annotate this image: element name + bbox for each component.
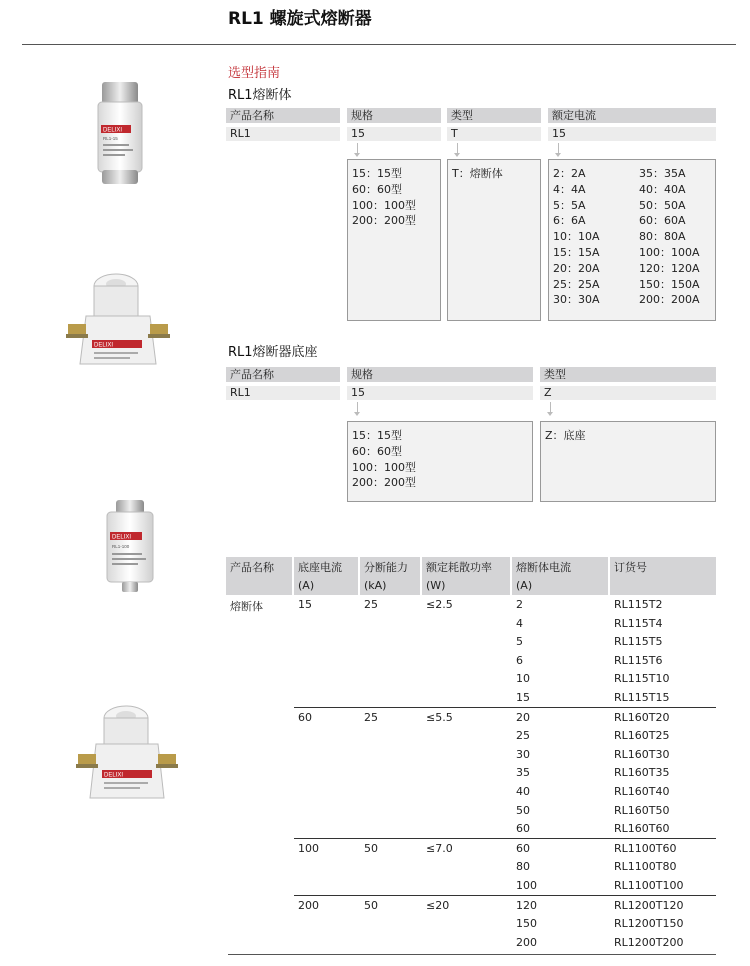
fuse-link-image-1	[95, 80, 145, 188]
cell-fuse-current: 60	[516, 822, 530, 836]
cell-order-number: RL160T20	[614, 710, 670, 724]
th-line: 额定耗散功率	[426, 561, 492, 574]
cell-power-dissipation: ≤7.0	[426, 841, 453, 855]
brand-label: DELIXI	[103, 127, 123, 134]
cell-fuse-current: 150	[516, 917, 537, 931]
cell-order-number: RL1100T60	[614, 841, 677, 855]
current-option: 60：60A	[639, 214, 686, 228]
connector-arrow	[354, 412, 360, 416]
base-type-options-box	[540, 421, 716, 502]
group-divider	[294, 707, 716, 708]
cell-fuse-current: 35	[516, 766, 530, 780]
current-option: 4：4A	[553, 182, 586, 196]
cell-order-number: RL1200T200	[614, 935, 684, 949]
current-option: 80：80A	[639, 230, 686, 244]
current-option: 10：10A	[553, 230, 600, 244]
spec-options-box	[347, 159, 441, 321]
th-line: 订货号	[614, 561, 647, 574]
spec-option: 15：15型	[352, 429, 402, 442]
cell-breaking-capacity: 50	[364, 841, 378, 855]
spec-option: 200：200型	[352, 214, 416, 228]
th-base-current	[294, 557, 358, 595]
header-spec: 规格	[347, 108, 441, 123]
current-option: 25：25A	[553, 277, 600, 291]
th-product-name	[226, 557, 292, 595]
current-option: 120：120A	[639, 261, 700, 275]
header-type: 类型	[447, 108, 541, 123]
cell-order-number: RL1200T150	[614, 917, 684, 931]
current-option: 50：50A	[639, 198, 686, 212]
cell-order-number: RL1200T120	[614, 898, 684, 912]
cell-order-number: RL115T10	[614, 672, 670, 686]
connector-line	[558, 143, 559, 153]
model-label: RL1-15	[103, 136, 118, 141]
fuse-base-image-1	[64, 272, 172, 372]
current-option: 200：200A	[639, 293, 700, 307]
connector-arrow	[354, 153, 360, 157]
th-unit: (kA)	[364, 579, 387, 592]
value-spec: 15	[347, 386, 533, 400]
cell-base-current: 60	[298, 710, 312, 724]
value-spec: 15	[347, 127, 441, 141]
value-type: T	[447, 127, 541, 141]
current-option: 30：30A	[553, 293, 600, 307]
brand-label: DELIXI	[112, 534, 132, 541]
cell-fuse-current: 4	[516, 616, 523, 630]
cell-fuse-current: 60	[516, 841, 530, 855]
connector-line	[357, 143, 358, 153]
current-option: 15：15A	[553, 245, 600, 259]
page-title: RL1 螺旋式熔断器	[228, 9, 372, 29]
current-option: 2：2A	[553, 167, 586, 180]
type-option: T：熔断体	[452, 167, 503, 180]
spec-option: 60：60型	[352, 444, 402, 458]
cell-power-dissipation: ≤2.5	[426, 598, 453, 611]
cell-breaking-capacity: 50	[364, 898, 378, 912]
th-unit: (A)	[298, 579, 315, 592]
value-product-name: RL1	[226, 386, 340, 400]
spec-option: 60：60型	[352, 182, 402, 196]
th-line: 熔断体电流	[516, 561, 571, 574]
header-rated-current: 额定电流	[548, 108, 716, 123]
current-option: 40：40A	[639, 182, 686, 196]
current-option: 6：6A	[553, 214, 586, 228]
th-power-dissipation	[422, 557, 510, 595]
selection-guide-title: 选型指南	[228, 66, 281, 81]
value-rated-current: 15	[548, 127, 716, 141]
cell-fuse-current: 6	[516, 653, 523, 667]
model-label: RL1-100	[112, 544, 130, 549]
title-divider	[22, 44, 736, 45]
group-divider	[294, 895, 716, 896]
cell-base-current: 200	[298, 898, 319, 912]
section-fuse-link-title: RL1熔断体	[228, 88, 292, 103]
value-type: Z	[540, 386, 716, 400]
cell-fuse-current: 15	[516, 691, 530, 704]
connector-line	[357, 402, 358, 412]
cell-order-number: RL115T5	[614, 635, 663, 649]
cell-order-number: RL1100T80	[614, 860, 677, 874]
connector-arrow	[454, 153, 460, 157]
cell-breaking-capacity: 25	[364, 598, 378, 611]
cell-order-number: RL115T15	[614, 691, 670, 704]
base-spec-options-box	[347, 421, 533, 502]
current-options-box	[548, 159, 716, 321]
type-option: Z：底座	[545, 429, 586, 442]
spec-option: 15：15型	[352, 167, 402, 180]
connector-line	[550, 402, 551, 412]
fuse-link-image-2	[104, 498, 156, 598]
th-line: 分断能力	[364, 561, 408, 574]
current-option: 150：150A	[639, 277, 700, 291]
section-fuse-base-title: RL1熔断器底座	[228, 345, 318, 360]
cell-fuse-current: 5	[516, 635, 523, 649]
cell-order-number: RL160T25	[614, 729, 670, 743]
type-options-box	[447, 159, 541, 321]
cell-fuse-current: 2	[516, 598, 523, 611]
cell-fuse-current: 40	[516, 785, 530, 798]
cell-order-number: RL115T2	[614, 598, 663, 611]
th-order-number	[610, 557, 716, 595]
current-option: 35：35A	[639, 167, 686, 180]
th-line: 底座电流	[298, 561, 342, 574]
current-option: 100：100A	[639, 245, 700, 259]
cell-order-number: RL1100T100	[614, 879, 684, 892]
cell-fuse-current: 200	[516, 935, 537, 949]
spec-option: 100：100型	[352, 460, 416, 474]
header-product-name: 产品名称	[226, 367, 340, 382]
cell-fuse-current: 25	[516, 729, 530, 743]
cell-order-number: RL160T40	[614, 785, 670, 798]
cell-base-current: 100	[298, 841, 319, 855]
th-line: 产品名称	[230, 561, 274, 574]
header-spec: 规格	[347, 367, 533, 382]
brand-label: DELIXI	[104, 772, 124, 779]
th-breaking-capacity	[360, 557, 420, 595]
cell-product-name: 熔断体	[230, 600, 263, 613]
cell-base-current: 15	[298, 598, 312, 611]
th-unit: (A)	[516, 579, 533, 592]
connector-arrow	[547, 412, 553, 416]
value-product-name: RL1	[226, 127, 340, 141]
cell-power-dissipation: ≤20	[426, 898, 450, 912]
th-unit: (W)	[426, 579, 446, 592]
th-fuse-current	[512, 557, 608, 595]
cell-fuse-current: 30	[516, 747, 530, 761]
cell-fuse-current: 20	[516, 710, 530, 724]
bottom-divider	[228, 954, 716, 955]
spec-option: 100：100型	[352, 198, 416, 212]
cell-fuse-current: 10	[516, 672, 530, 686]
cell-order-number: RL160T60	[614, 822, 670, 836]
connector-line	[457, 143, 458, 153]
group-divider	[294, 838, 716, 839]
cell-fuse-current: 120	[516, 898, 537, 912]
cell-fuse-current: 100	[516, 879, 537, 892]
cell-order-number: RL160T30	[614, 747, 670, 761]
connector-arrow	[555, 153, 561, 157]
cell-power-dissipation: ≤5.5	[426, 710, 453, 724]
header-product-name: 产品名称	[226, 108, 340, 123]
cell-order-number: RL115T6	[614, 653, 663, 667]
cell-fuse-current: 50	[516, 803, 530, 817]
cell-breaking-capacity: 25	[364, 710, 378, 724]
cell-fuse-current: 80	[516, 860, 530, 874]
header-type: 类型	[540, 367, 716, 382]
cell-order-number: RL160T50	[614, 803, 670, 817]
current-option: 5：5A	[553, 198, 586, 212]
fuse-base-image-2	[76, 704, 180, 804]
spec-option: 200：200型	[352, 476, 416, 490]
cell-order-number: RL115T4	[614, 616, 663, 630]
brand-label: DELIXI	[94, 342, 114, 349]
current-option: 20：20A	[553, 261, 600, 275]
cell-order-number: RL160T35	[614, 766, 670, 780]
